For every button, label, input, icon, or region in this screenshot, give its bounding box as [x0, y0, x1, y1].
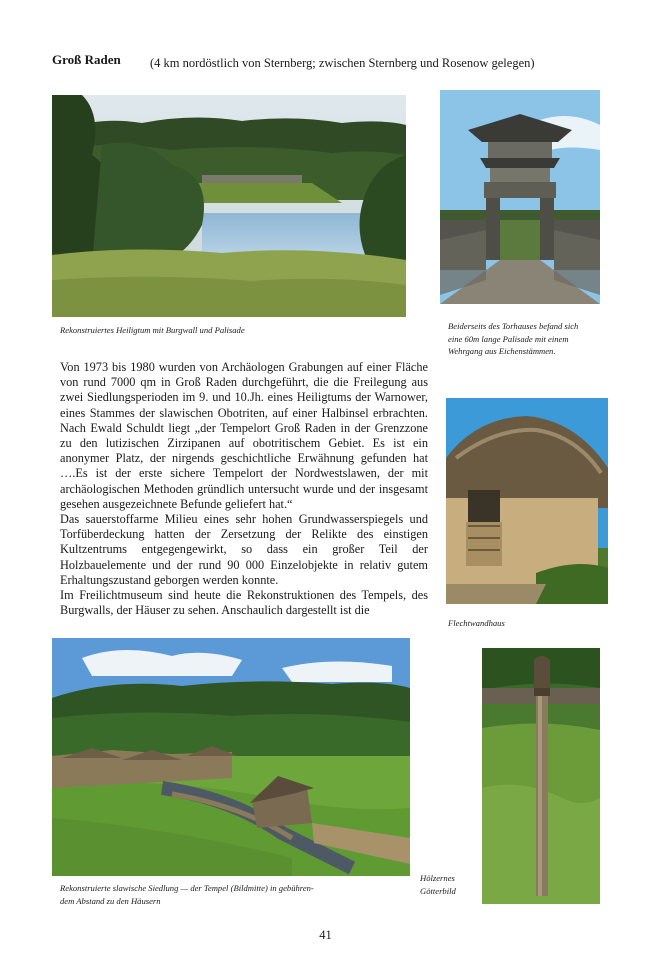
page-title: Groß Raden — [52, 52, 121, 67]
paragraph: Das sauerstoffarme Milieu eines sehr hohen Grundwasserspiegels und Torfüberdeckung hatten der Zersetzung der Relikte des einstigen Kultzentrums entgegengewirkt, so dass ein großer Teil der Holzbauelemente und der rund 90 000 Einzelobjekte in relativ gutem Erhaltungszustand geborgen werden konnte. — [60, 512, 428, 587]
page-number: 41 — [319, 928, 332, 942]
wattle-house-photo — [446, 398, 608, 604]
page-subtitle: (4 km nordöstlich von Sternberg; zwischen Sternberg und Rosenow gelegen) — [150, 56, 535, 70]
hut-photo-caption: Flechtwandhaus — [448, 618, 505, 628]
lake-photo-caption: Rekonstruiertes Heiligtum mit Burgwall und Palisade — [60, 325, 245, 335]
paragraph: Im Freilichtmuseum sind heute die Rekonstruktionen des Tempels, des Burgwalls, der Häuser zu sehen. Anschaulich dargestellt ist die — [60, 588, 428, 618]
idol-photo-caption: Hölzernes Götterbild — [420, 873, 456, 896]
paragraph: Von 1973 bis 1980 wurden von Archäologen Grabungen auf einer Fläche von rund 7000 qm in Groß Raden durchgeführt, die die Freilegung aus zwei Siedlungsperioden im 9. und 10.Jh. eines Heiligtums der Warnower, eines Stammes der slawischen Obotriten, auf einer Halbinsel erbrachten. Nach Ewald Schuldt liegt „der Tempelort Groß Raden in der Grenzzone zu den lutizischen Zirzipanen auf obotritischem Gebiet. Es ist ein anonymer Platz, der nirgends geschichtliche Erwähnung gefunden hat ….Es ist der erste sichere Tempelort der Nordwestslawen, der mit archäologischen Methoden gründlich untersucht wurde und der insgesamt gesehen ausgezeichnete Befunde geliefert hat.“ — [60, 360, 428, 511]
main-text — [60, 360, 428, 618]
gate-tower-photo — [440, 90, 600, 304]
slavic-settlement-photo — [52, 638, 410, 876]
settlement-photo-caption: Rekonstruierte slawische Siedlung — der Tempel (Bildmitte) in gebühren- dem Abstand zu den Häusern — [60, 883, 314, 906]
wooden-idol-photo — [482, 648, 600, 904]
lake-sanctuary-photo — [52, 95, 406, 317]
gate-photo-caption: Beiderseits des Torhauses befand sich eine 60m lange Palisade mit einem Wehrgang aus Eichenstämmen. — [448, 321, 579, 356]
